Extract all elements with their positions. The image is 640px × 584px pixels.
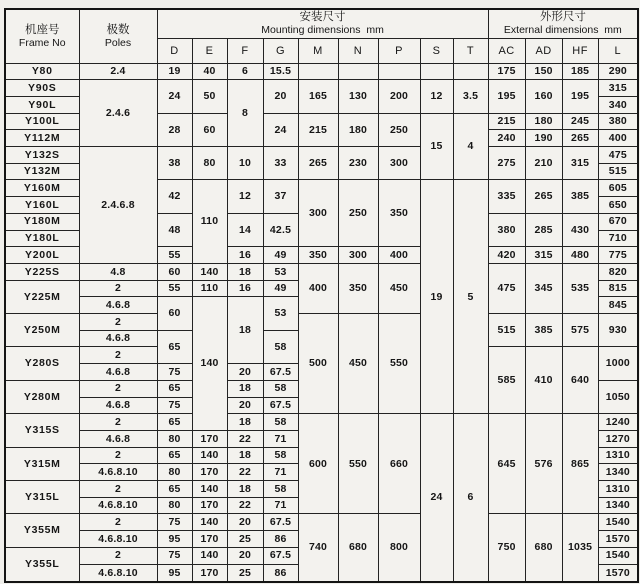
cell-E: 140 xyxy=(192,547,227,564)
cell-frame: Y80 xyxy=(5,63,79,80)
header-band-row xyxy=(5,9,638,38)
cell-G: 33 xyxy=(263,147,298,180)
cell-AD: 160 xyxy=(525,80,562,113)
cell-L: 710 xyxy=(598,230,638,247)
cell-L: 380 xyxy=(598,113,638,130)
cell-AC: 275 xyxy=(488,147,525,180)
cell-G: 53 xyxy=(263,263,298,280)
cell-AD: 265 xyxy=(525,180,562,213)
cell-L: 1540 xyxy=(598,547,638,564)
cell-HF: 430 xyxy=(562,213,598,246)
cell-F: 6 xyxy=(227,63,263,80)
cell-F: 22 xyxy=(227,497,263,514)
col-G: G xyxy=(263,38,298,63)
cell-D: 95 xyxy=(157,564,192,582)
cell-P: 550 xyxy=(378,314,420,414)
cell-E: 80 xyxy=(192,147,227,180)
cell-G: 49 xyxy=(263,247,298,264)
cell-G: 67.5 xyxy=(263,514,298,531)
cell-frame: Y90S xyxy=(5,80,79,97)
cell-AC: 645 xyxy=(488,414,525,514)
col-D: D xyxy=(157,38,192,63)
cell-E: 40 xyxy=(192,63,227,80)
header-external-en: External dimensions mm xyxy=(503,24,622,37)
cell-L: 1270 xyxy=(598,430,638,447)
table-row xyxy=(5,147,638,164)
cell-N: 680 xyxy=(338,514,378,582)
cell-L: 1570 xyxy=(598,564,638,582)
cell-P: 300 xyxy=(378,147,420,180)
cell-AD: 385 xyxy=(525,314,562,347)
cell-F: 18 xyxy=(227,481,263,498)
cell-L: 815 xyxy=(598,280,638,297)
cell-D: 48 xyxy=(157,213,192,246)
cell-G: 71 xyxy=(263,497,298,514)
cell-HF: 245 xyxy=(562,113,598,130)
cell-S: 12 xyxy=(420,80,453,113)
cell-frame: Y250M xyxy=(5,314,79,347)
cell-D: 65 xyxy=(157,380,192,397)
cell-AC: 195 xyxy=(488,80,525,113)
cell-F: 18 xyxy=(227,414,263,431)
header-frame-no xyxy=(5,9,79,63)
cell-poles: 2 xyxy=(79,547,157,564)
col-HF: HF xyxy=(562,38,598,63)
cell-frame: Y280S xyxy=(5,347,79,380)
cell-poles: 4.6.8.10 xyxy=(79,464,157,481)
cell-D: 65 xyxy=(157,447,192,464)
header-poles-zh: 极数 xyxy=(106,23,130,36)
cell-poles: 4.8 xyxy=(79,263,157,280)
cell-D: 75 xyxy=(157,514,192,531)
cell-frame: Y180L xyxy=(5,230,79,247)
cell-M: 165 xyxy=(298,80,338,113)
cell-M: 265 xyxy=(298,147,338,180)
cell-E: 170 xyxy=(192,531,227,548)
header-frame-no-zh: 机座号 xyxy=(25,23,60,36)
cell-G: 42.5 xyxy=(263,213,298,246)
cell-D: 65 xyxy=(157,330,192,363)
cell-M: 350 xyxy=(298,247,338,264)
cell-T: 5 xyxy=(453,180,488,414)
cell-F: 8 xyxy=(227,80,263,147)
cell-F: 18 xyxy=(227,263,263,280)
cell-AD: 190 xyxy=(525,130,562,147)
cell-frame: Y100L xyxy=(5,113,79,130)
cell-frame: Y225M xyxy=(5,280,79,313)
cell-E: 170 xyxy=(192,464,227,481)
cell-D: 19 xyxy=(157,63,192,80)
cell-D: 42 xyxy=(157,180,192,213)
cell-frame: Y315L xyxy=(5,481,79,514)
cell-F: 16 xyxy=(227,247,263,264)
cell-L: 1000 xyxy=(598,347,638,380)
cell-L: 845 xyxy=(598,297,638,314)
cell-HF: 480 xyxy=(562,247,598,264)
cell-E: 140 xyxy=(192,297,227,431)
cell-N: 300 xyxy=(338,247,378,264)
cell-G: 24 xyxy=(263,113,298,146)
cell-G: 15.5 xyxy=(263,63,298,80)
cell-D: 60 xyxy=(157,297,192,330)
cell-D: 80 xyxy=(157,497,192,514)
cell-F: 20 xyxy=(227,514,263,531)
cell-G: 67.5 xyxy=(263,397,298,414)
cell-G: 86 xyxy=(263,564,298,582)
cell-AC: 175 xyxy=(488,63,525,80)
cell-N: 230 xyxy=(338,147,378,180)
cell-F: 14 xyxy=(227,213,263,246)
table-row xyxy=(5,414,638,431)
cell-L: 1540 xyxy=(598,514,638,531)
cell-N: 350 xyxy=(338,263,378,313)
cell-D: 28 xyxy=(157,113,192,146)
cell-M: 600 xyxy=(298,414,338,514)
cell-P: 800 xyxy=(378,514,420,582)
cell-AD: 410 xyxy=(525,347,562,414)
col-AC: AC xyxy=(488,38,525,63)
cell-L: 475 xyxy=(598,147,638,164)
cell-frame: Y90L xyxy=(5,96,79,113)
cell-L: 400 xyxy=(598,130,638,147)
cell-L: 340 xyxy=(598,96,638,113)
cell-poles: 2 xyxy=(79,347,157,364)
cell-AC: 515 xyxy=(488,314,525,347)
table-row xyxy=(5,63,638,80)
cell-HF: 185 xyxy=(562,63,598,80)
cell-G: 53 xyxy=(263,297,298,330)
cell-S xyxy=(420,63,453,80)
cell-P: 250 xyxy=(378,113,420,146)
cell-AD: 150 xyxy=(525,63,562,80)
cell-frame: Y160M xyxy=(5,180,79,197)
cell-T: 6 xyxy=(453,414,488,582)
cell-E: 170 xyxy=(192,497,227,514)
cell-poles: 2 xyxy=(79,414,157,431)
cell-G: 37 xyxy=(263,180,298,213)
cell-poles: 4.6.8 xyxy=(79,364,157,381)
cell-L: 930 xyxy=(598,314,638,347)
cell-P xyxy=(378,63,420,80)
cell-L: 650 xyxy=(598,197,638,214)
cell-frame: Y160L xyxy=(5,197,79,214)
cell-AD: 180 xyxy=(525,113,562,130)
cell-E: 110 xyxy=(192,280,227,297)
cell-G: 71 xyxy=(263,430,298,447)
cell-N xyxy=(338,63,378,80)
header-mounting-dimensions xyxy=(157,9,488,38)
cell-E: 140 xyxy=(192,263,227,280)
cell-F: 25 xyxy=(227,531,263,548)
cell-D: 38 xyxy=(157,147,192,180)
table-row xyxy=(5,514,638,531)
cell-M: 740 xyxy=(298,514,338,582)
cell-G: 67.5 xyxy=(263,547,298,564)
header-mounting-zh: 安装尺寸 xyxy=(299,11,346,23)
col-T: T xyxy=(453,38,488,63)
cell-HF: 640 xyxy=(562,347,598,414)
cell-N: 130 xyxy=(338,80,378,113)
cell-F: 12 xyxy=(227,180,263,213)
cell-F: 18 xyxy=(227,297,263,364)
cell-S: 19 xyxy=(420,180,453,414)
col-E: E xyxy=(192,38,227,63)
header-external-dimensions xyxy=(488,9,638,38)
cell-AC: 380 xyxy=(488,213,525,246)
cell-frame: Y132M xyxy=(5,163,79,180)
cell-M: 215 xyxy=(298,113,338,146)
cell-F: 20 xyxy=(227,397,263,414)
cell-P: 350 xyxy=(378,180,420,247)
cell-E: 50 xyxy=(192,80,227,113)
cell-D: 55 xyxy=(157,247,192,264)
cell-poles: 4.6.8.10 xyxy=(79,531,157,548)
cell-frame: Y315M xyxy=(5,447,79,480)
cell-N: 250 xyxy=(338,180,378,247)
cell-G: 58 xyxy=(263,380,298,397)
spec-table xyxy=(4,8,639,583)
cell-L: 1570 xyxy=(598,531,638,548)
cell-G: 71 xyxy=(263,464,298,481)
cell-frame: Y280M xyxy=(5,380,79,413)
cell-L: 775 xyxy=(598,247,638,264)
cell-D: 24 xyxy=(157,80,192,113)
cell-frame: Y180M xyxy=(5,213,79,230)
table-row xyxy=(5,80,638,97)
cell-L: 1240 xyxy=(598,414,638,431)
cell-G: 20 xyxy=(263,80,298,113)
cell-frame: Y225S xyxy=(5,263,79,280)
cell-poles: 2 xyxy=(79,314,157,331)
col-AD: AD xyxy=(525,38,562,63)
cell-E: 170 xyxy=(192,430,227,447)
cell-AC: 585 xyxy=(488,347,525,414)
cell-L: 290 xyxy=(598,63,638,80)
header-frame-no-en: Frame No xyxy=(18,36,66,49)
col-F: F xyxy=(227,38,263,63)
cell-AD: 315 xyxy=(525,247,562,264)
cell-poles: 4.6.8 xyxy=(79,330,157,347)
cell-D: 80 xyxy=(157,430,192,447)
cell-AD: 285 xyxy=(525,213,562,246)
cell-HF: 535 xyxy=(562,263,598,313)
cell-G: 58 xyxy=(263,481,298,498)
cell-poles: 2 xyxy=(79,514,157,531)
cell-HF: 195 xyxy=(562,80,598,113)
cell-poles: 2.4.6.8 xyxy=(79,147,157,264)
cell-L: 820 xyxy=(598,263,638,280)
cell-AC: 335 xyxy=(488,180,525,213)
cell-F: 18 xyxy=(227,447,263,464)
cell-L: 315 xyxy=(598,80,638,97)
cell-G: 67.5 xyxy=(263,364,298,381)
cell-L: 1340 xyxy=(598,497,638,514)
cell-T: 4 xyxy=(453,113,488,180)
header-poles-en: Poles xyxy=(104,36,132,49)
col-M: M xyxy=(298,38,338,63)
cell-L: 1050 xyxy=(598,380,638,413)
cell-S: 24 xyxy=(420,414,453,582)
cell-poles: 4.6.8.10 xyxy=(79,564,157,582)
cell-F: 22 xyxy=(227,464,263,481)
cell-G: 58 xyxy=(263,447,298,464)
cell-L: 1310 xyxy=(598,447,638,464)
cell-E: 60 xyxy=(192,113,227,146)
cell-poles: 2.4 xyxy=(79,63,157,80)
cell-P: 200 xyxy=(378,80,420,113)
cell-L: 670 xyxy=(598,213,638,230)
cell-D: 95 xyxy=(157,531,192,548)
header-mounting-en: Mounting dimensions mm xyxy=(261,24,384,37)
cell-frame: Y132S xyxy=(5,147,79,164)
cell-HF: 385 xyxy=(562,180,598,213)
cell-P: 660 xyxy=(378,414,420,514)
cell-G: 58 xyxy=(263,330,298,363)
cell-F: 16 xyxy=(227,280,263,297)
cell-D: 75 xyxy=(157,547,192,564)
cell-AD: 345 xyxy=(525,263,562,313)
cell-M: 300 xyxy=(298,180,338,247)
cell-D: 65 xyxy=(157,414,192,431)
table-body xyxy=(5,63,638,582)
cell-D: 65 xyxy=(157,481,192,498)
cell-poles: 4.6.8 xyxy=(79,397,157,414)
cell-E: 140 xyxy=(192,481,227,498)
cell-frame: Y355M xyxy=(5,514,79,547)
cell-AC: 475 xyxy=(488,263,525,313)
cell-L: 515 xyxy=(598,163,638,180)
cell-AC: 240 xyxy=(488,130,525,147)
col-L: L xyxy=(598,38,638,63)
cell-M xyxy=(298,63,338,80)
cell-frame: Y315S xyxy=(5,414,79,447)
col-N: N xyxy=(338,38,378,63)
cell-N: 450 xyxy=(338,314,378,414)
table-row xyxy=(5,263,638,280)
cell-T: 3.5 xyxy=(453,80,488,113)
cell-poles: 2 xyxy=(79,380,157,397)
col-S: S xyxy=(420,38,453,63)
cell-M: 400 xyxy=(298,263,338,313)
cell-L: 1340 xyxy=(598,464,638,481)
cell-poles: 2 xyxy=(79,447,157,464)
table-row xyxy=(5,314,638,331)
cell-frame: Y200L xyxy=(5,247,79,264)
cell-F: 20 xyxy=(227,547,263,564)
cell-F: 25 xyxy=(227,564,263,582)
cell-frame: Y355L xyxy=(5,547,79,582)
cell-D: 80 xyxy=(157,464,192,481)
cell-P: 450 xyxy=(378,263,420,313)
cell-D: 75 xyxy=(157,397,192,414)
cell-F: 18 xyxy=(227,380,263,397)
cell-poles: 2 xyxy=(79,481,157,498)
cell-HF: 575 xyxy=(562,314,598,347)
cell-P: 400 xyxy=(378,247,420,264)
cell-E: 170 xyxy=(192,564,227,582)
cell-frame: Y112M xyxy=(5,130,79,147)
cell-AD: 680 xyxy=(525,514,562,582)
cell-L: 1310 xyxy=(598,481,638,498)
cell-poles: 4.6.8.10 xyxy=(79,497,157,514)
cell-E: 140 xyxy=(192,447,227,464)
cell-D: 75 xyxy=(157,364,192,381)
cell-AD: 210 xyxy=(525,147,562,180)
header-external-zh: 外形尺寸 xyxy=(539,11,586,23)
cell-F: 10 xyxy=(227,147,263,180)
cell-N: 550 xyxy=(338,414,378,514)
cell-M: 500 xyxy=(298,314,338,414)
cell-G: 49 xyxy=(263,280,298,297)
cell-AC: 215 xyxy=(488,113,525,130)
cell-HF: 315 xyxy=(562,147,598,180)
cell-HF: 865 xyxy=(562,414,598,514)
cell-T xyxy=(453,63,488,80)
cell-AD: 576 xyxy=(525,414,562,514)
cell-HF: 265 xyxy=(562,130,598,147)
cell-AC: 750 xyxy=(488,514,525,582)
cell-HF: 1035 xyxy=(562,514,598,582)
cell-AC: 420 xyxy=(488,247,525,264)
cell-F: 20 xyxy=(227,364,263,381)
cell-poles: 4.6.8 xyxy=(79,297,157,314)
cell-D: 55 xyxy=(157,280,192,297)
cell-S: 15 xyxy=(420,113,453,180)
cell-N: 180 xyxy=(338,113,378,146)
cell-F: 22 xyxy=(227,430,263,447)
cell-E: 140 xyxy=(192,514,227,531)
cell-G: 58 xyxy=(263,414,298,431)
cell-D: 60 xyxy=(157,263,192,280)
table-header xyxy=(5,9,638,63)
header-poles xyxy=(79,9,157,63)
cell-G: 86 xyxy=(263,531,298,548)
cell-poles: 4.6.8 xyxy=(79,430,157,447)
cell-L: 605 xyxy=(598,180,638,197)
cell-E: 110 xyxy=(192,180,227,264)
cell-poles: 2.4.6 xyxy=(79,80,157,147)
cell-poles: 2 xyxy=(79,280,157,297)
col-P: P xyxy=(378,38,420,63)
